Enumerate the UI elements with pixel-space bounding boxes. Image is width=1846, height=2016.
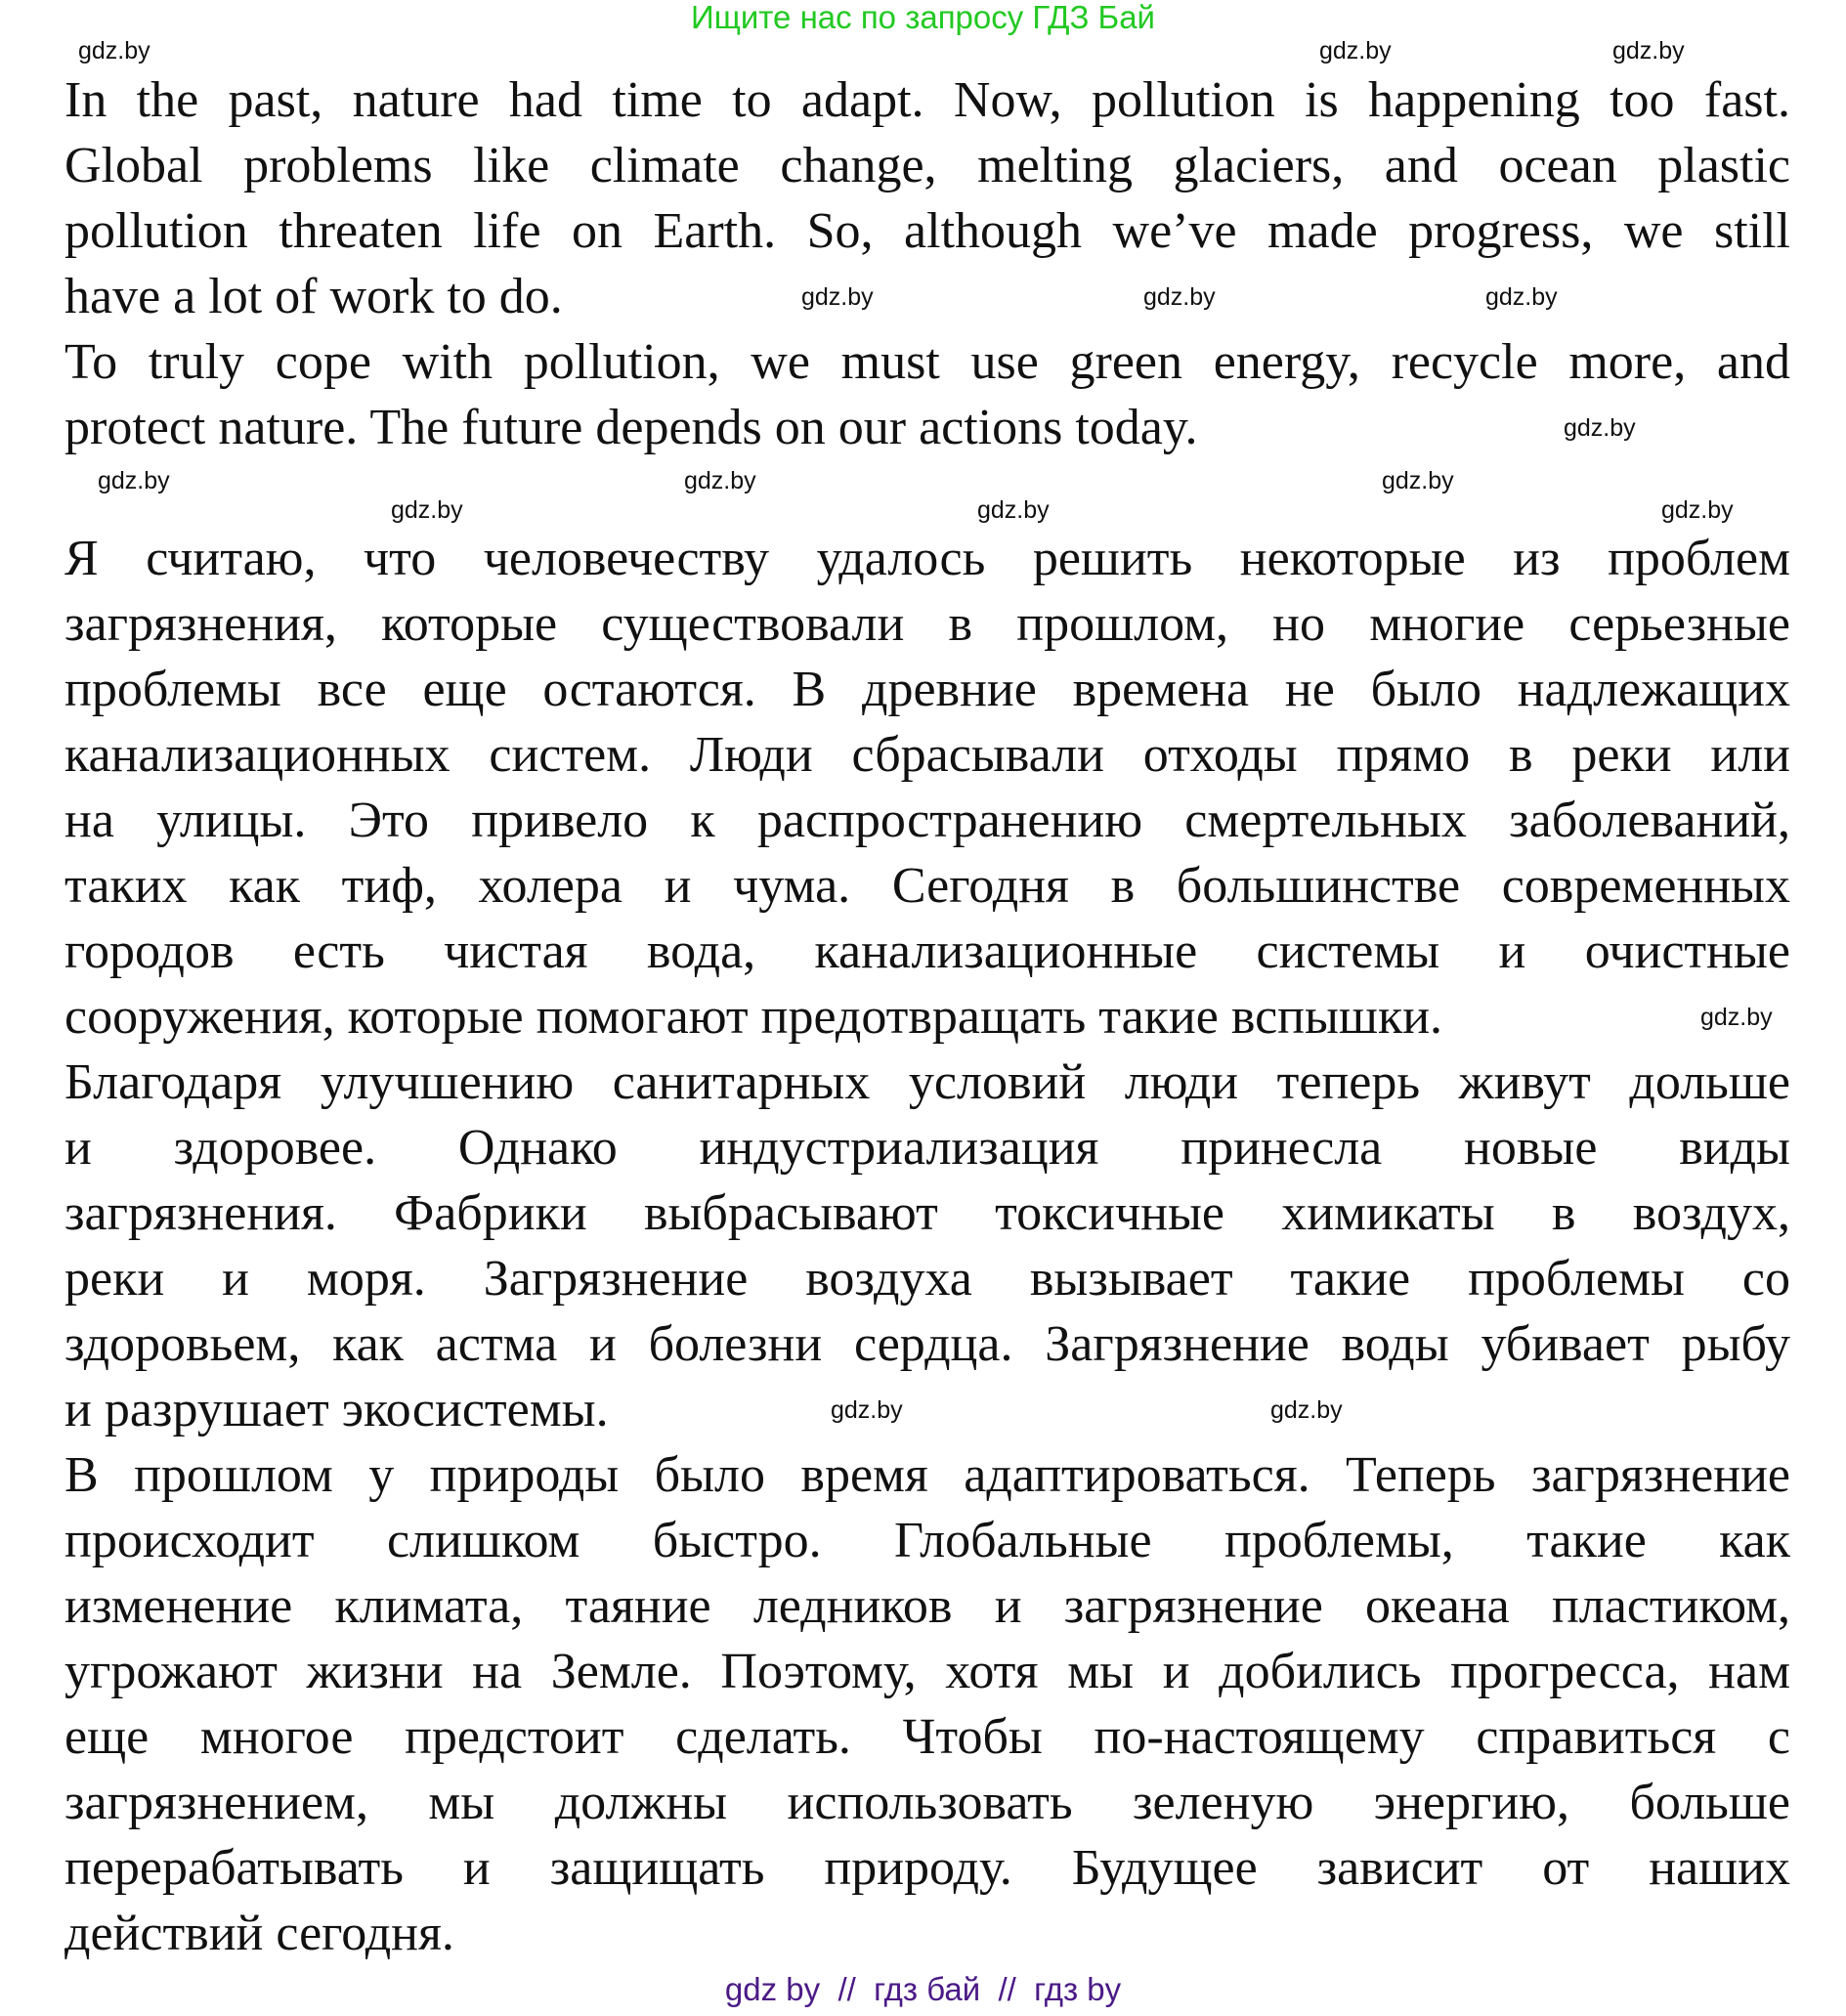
watermark-text: gdz.by (1612, 37, 1685, 64)
text-line: угрожают жизни на Земле. Поэтому, хотя мы и добились прогресса, нам (64, 1644, 1790, 1699)
text-line: здоровьем, как астма и болезни сердца. Загрязнение воды убивает рыбу (64, 1316, 1790, 1372)
watermark-text: gdz.by (1382, 467, 1454, 494)
text-line: Я считаю, что человечеству удалось решить некоторые из проблем (64, 531, 1790, 586)
watermark-text: gdz.by (1319, 37, 1392, 64)
text-line: действий сегодня. (64, 1906, 454, 1961)
watermark-text: gdz.by (831, 1396, 903, 1424)
text-line: таких как тиф, холера и чума. Сегодня в большинстве современных (64, 858, 1790, 914)
text-line: Global problems like climate change, melting glaciers, and ocean plastic (64, 138, 1790, 193)
watermark-text: gdz.by (1700, 1004, 1773, 1031)
text-line: проблемы все еще остаются. В древние времена не было надлежащих (64, 662, 1790, 717)
text-line: перерабатывать и защищать природу. Будущее зависит от наших (64, 1840, 1790, 1896)
english-paragraph (64, 329, 1790, 460)
search-hint-banner: Ищите нас по запросу ГДЗ Бай (691, 0, 1155, 35)
text-line: канализационных систем. Люди сбрасывали отходы прямо в реки или (64, 727, 1790, 783)
watermark-text: gdz.by (1485, 283, 1558, 311)
russian-paragraph (64, 1050, 1790, 1442)
text-line: загрязнения, которые существовали в прошлом, но многие серьезные (64, 596, 1790, 652)
text-line: изменение климата, таяние ледников и загрязнение океана пластиком, (64, 1578, 1790, 1634)
watermark-text: gdz.by (1270, 1396, 1343, 1424)
text-line: и здоровее. Однако индустриализация принесла новые виды (64, 1120, 1790, 1176)
document-body (64, 67, 1790, 1966)
text-line: В прошлом у природы было время адаптироваться. Теперь загрязнение (64, 1447, 1790, 1503)
text-line: происходит слишком быстро. Глобальные проблемы, такие как (64, 1513, 1790, 1568)
text-line: городов есть чистая вода, канализационные системы и очистные (64, 923, 1790, 979)
watermark-text: gdz.by (801, 283, 874, 311)
text-line: have a lot of work to do. (64, 269, 563, 324)
paragraph-gap (64, 460, 1790, 526)
text-line: pollution threaten life on Earth. So, although we’ve made progress, we still (64, 203, 1790, 259)
text-line: реки и моря. Загрязнение воздуха вызывает такие проблемы со (64, 1251, 1790, 1307)
text-line: Благодаря улучшению санитарных условий люди теперь живут дольше (64, 1054, 1790, 1110)
watermark-text: gdz.by (98, 467, 170, 494)
watermark-text: gdz.by (684, 467, 756, 494)
footer-links: gdz by // гдз бай // гдз by (724, 1971, 1122, 2007)
text-line: сооружения, которые помогают предотвращать такие вспышки. (64, 989, 1443, 1045)
watermark-text: gdz.by (78, 37, 150, 64)
russian-paragraph (64, 1442, 1790, 1966)
text-line: To truly cope with pollution, we must use green energy, recycle more, and (64, 334, 1790, 390)
text-line: In the past, nature had time to adapt. Now, pollution is happening too fast. (64, 72, 1790, 128)
text-line: еще многое предстоит сделать. Чтобы по-настоящему справиться с (64, 1709, 1790, 1765)
text-line: загрязнения. Фабрики выбрасывают токсичные химикаты в воздух, (64, 1185, 1790, 1241)
russian-paragraph (64, 526, 1790, 1050)
text-line: загрязнением, мы должны использовать зеленую энергию, больше (64, 1775, 1790, 1830)
watermark-text: gdz.by (1564, 414, 1636, 442)
watermark-text: gdz.by (1661, 496, 1734, 524)
text-line: на улицы. Это привело к распространению смертельных заболеваний, (64, 793, 1790, 848)
text-line: и разрушает экосистемы. (64, 1382, 609, 1437)
watermark-text: gdz.by (977, 496, 1050, 524)
text-line: protect nature. The future depends on our actions today. (64, 400, 1198, 455)
watermark-text: gdz.by (391, 496, 463, 524)
watermark-text: gdz.by (1143, 283, 1216, 311)
